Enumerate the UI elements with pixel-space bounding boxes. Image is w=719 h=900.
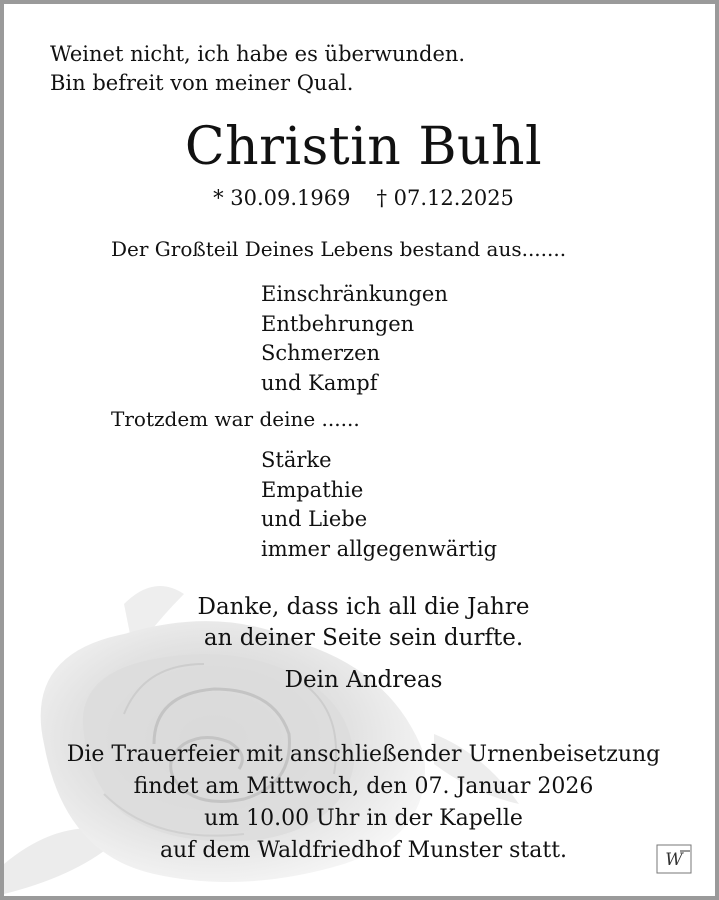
thanks-line: an deiner Seite sein durfte. (203, 625, 524, 651)
list-item: Schmerzen (261, 341, 381, 365)
birth-date: * 30.09.1969 (213, 186, 351, 210)
list-item: immer allgegenwärtig (261, 536, 498, 561)
list-item: und Kampf (261, 370, 378, 395)
publisher-logo (656, 844, 692, 874)
poem-line: Weinet nicht, ich habe es überwunden. (50, 42, 466, 66)
funeral-line: um 10.00 Uhr in der Kapelle (204, 806, 523, 831)
thanks-text (4, 592, 719, 654)
section-intro: Der Großteil Deines Lebens bestand aus....... (111, 237, 567, 261)
section-intro: Trotzdem war deine ...... (111, 407, 360, 431)
hardship-list (261, 280, 448, 398)
signature: Dein Andreas (284, 667, 443, 693)
poem (50, 40, 465, 98)
life-dates (4, 188, 719, 209)
funeral-line: auf dem Waldfriedhof Munster statt. (159, 838, 568, 863)
death-date: † 07.12.2025 (376, 186, 514, 210)
deceased-name: Christin Buhl (184, 117, 543, 177)
list-item: Stärke (261, 448, 332, 472)
funeral-notice (4, 739, 719, 867)
list-item: Entbehrungen (261, 311, 415, 336)
list-item: Einschränkungen (261, 282, 448, 306)
funeral-line: Die Trauerfeier mit anschließender Urnenbeisetzung (66, 742, 661, 767)
svg-text:W: W (665, 850, 683, 870)
thanks-line: Danke, dass ich all die Jahre (197, 594, 530, 620)
poem-line: Bin befreit von meiner Qual. (50, 71, 354, 95)
virtue-list (261, 446, 497, 564)
list-item: Empathie (261, 477, 364, 502)
list-item: und Liebe (261, 507, 368, 531)
funeral-line: findet am Mittwoch, den 07. Januar 2026 (133, 774, 594, 799)
